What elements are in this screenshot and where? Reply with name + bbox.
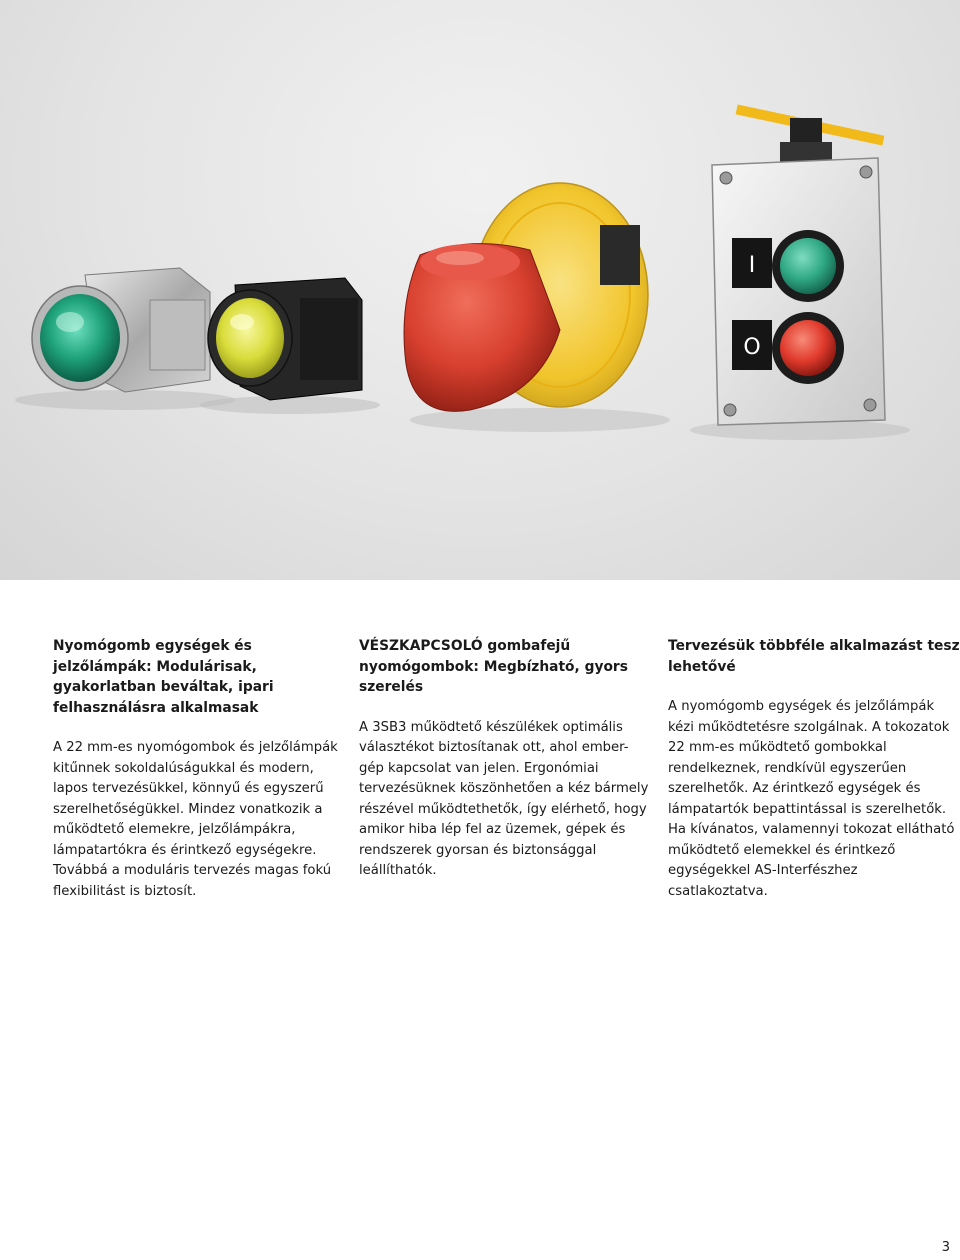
green-pushbutton (32, 268, 210, 392)
column-3-body: A nyomógomb egységek és jelzőlámpák kézi működtetésre szolgálnak. A tokozatok 22 mm-es működtető gombokkal rendelkeznek, rendkívül egyszerűen szerelhetők. Az érintkező egységek és lámpatartók bepattintással is szerelhetők. Ha kívánatos, valamennyi tokozat ellátható működtető elemekkel és érintkező egységekkel AS-Interfészhez csatlakoztatva. (668, 699, 955, 899)
emergency-stop-button (404, 183, 648, 411)
column-1 (53, 636, 345, 902)
enclosure-label-off: O (743, 335, 761, 360)
enclosure-label-on: I (748, 253, 756, 278)
column-2-heading: VÉSZKAPCSOLÓ gombafejű nyomógombok: Megbízható, gyors szerelés (359, 638, 628, 695)
column-2 (359, 636, 651, 882)
product-photo-illustration (0, 0, 960, 580)
column-3-heading: Tervezésük többféle alkalmazást tesz lehetővé (668, 638, 960, 675)
yellow-indicator-lamp (208, 278, 362, 400)
product-photo (0, 0, 960, 580)
column-2-body: A 3SB3 működtető készülékek optimális választékot biztosítanak ott, ahol ember-gép kapcsolat van jelen. Ergonómiai tervezésüknek köszönhetően a kéz bármely részével működtethetők, így elérhető, hogy amikor hiba lép fel az üzemek, gépek és rendszerek gyorsan és biztonsággal leállíthatók. (359, 719, 649, 878)
column-1-body: A 22 mm-es nyomógombok és jelzőlámpák kitűnnek sokoldalúságukkal és modern, lapos tervezésükkel, könnyű és egyszerű szerelhetőségükkel. Mindez vonatkozik a működtető elemekre, jelzőlámpákra, lámpatartókra és érintkező egységekre. Továbbá a moduláris tervezés magas fokú flexibilitást is biztosít. (53, 740, 338, 899)
page-number: 3 (941, 1240, 950, 1255)
pushbutton-enclosure (712, 105, 885, 425)
column-1-heading: Nyomógomb egységek és jelzőlámpák: Modulárisak, gyakorlatban beváltak, ipari felhasználásra alkalmasak (53, 638, 274, 716)
column-3 (668, 636, 960, 902)
